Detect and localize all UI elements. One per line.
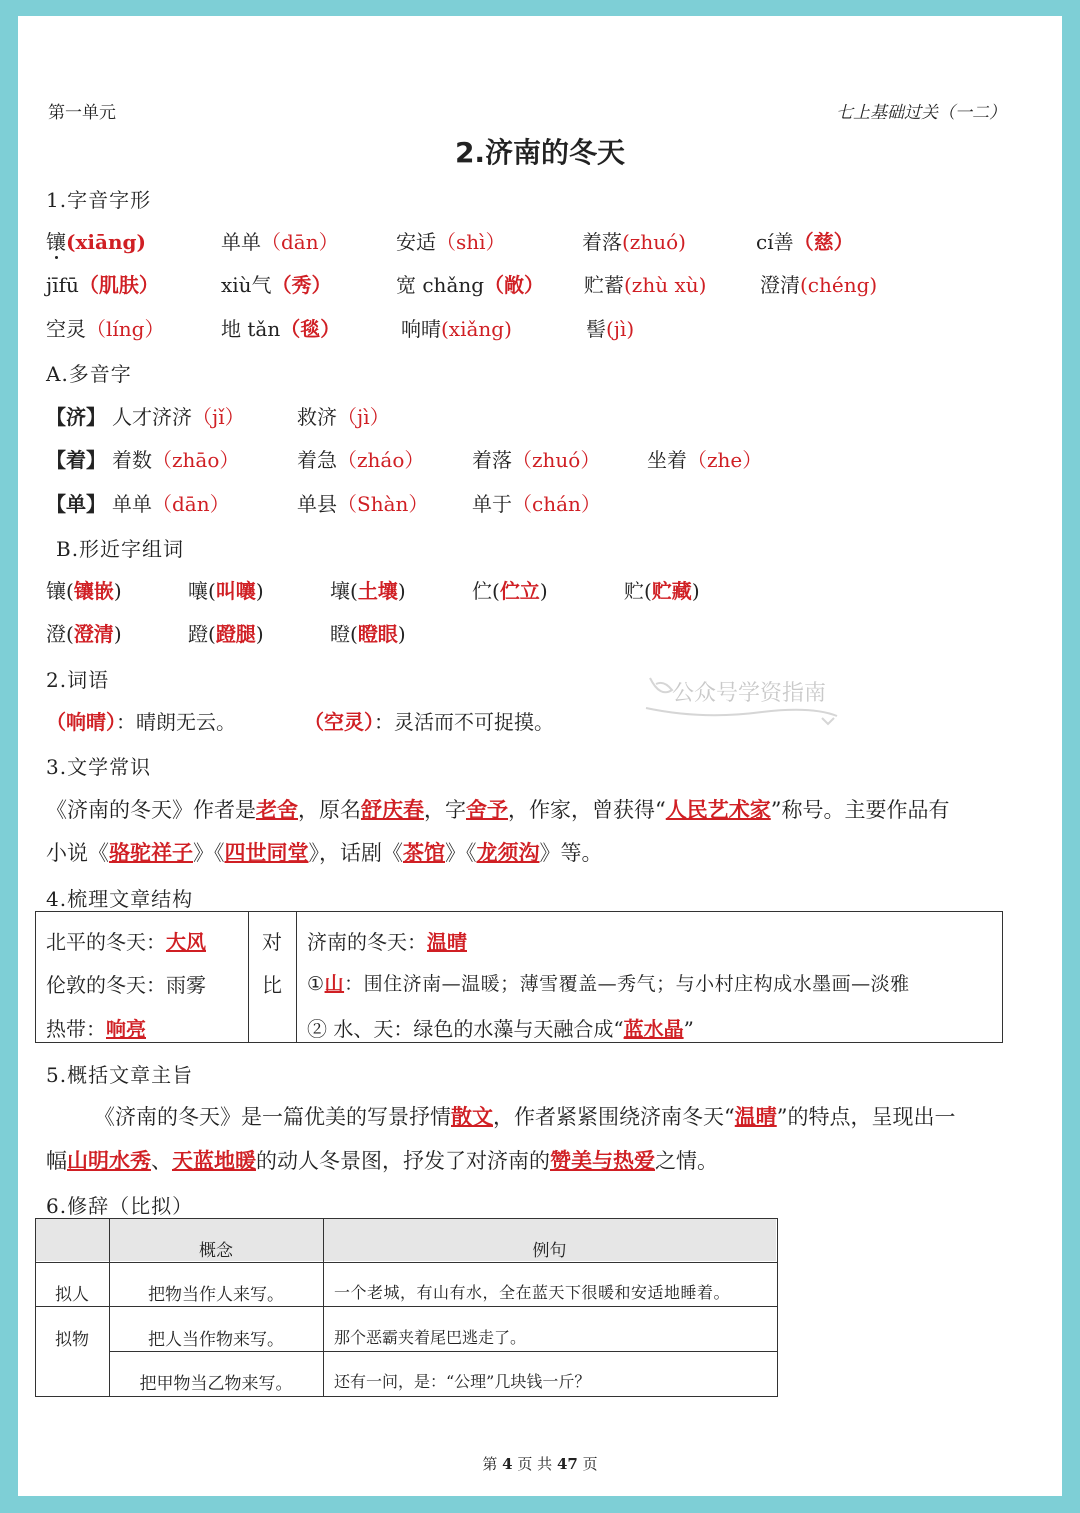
pinyin-item: 澄清(chéng): [760, 273, 878, 297]
column-header-example: 例句: [532, 1241, 567, 1261]
structure-left-item: 北平的冬天：大风: [46, 930, 206, 954]
structure-divider: [296, 911, 297, 1042]
pinyin-item: 单单（dān）: [221, 230, 339, 254]
polyphone-item: 单于（chán）: [472, 492, 601, 516]
page-total: 47: [556, 1455, 578, 1473]
pinyin-item: jīfū（肌肤）: [46, 273, 159, 297]
polyphone-item: 着急（zháo）: [297, 448, 425, 472]
rhetoric-concept: 把人当作物来写。: [148, 1330, 284, 1350]
structure-divider: [248, 911, 249, 1042]
rhetoric-type: 拟人: [55, 1285, 89, 1305]
pinyin-item: 响晴(xiǎng): [401, 317, 512, 341]
similar-item: 澄(澄清): [46, 622, 122, 646]
similar-item: 伫(伫立): [472, 579, 548, 603]
contrast-label: 对: [262, 930, 282, 954]
watermark: [646, 676, 827, 707]
word-definition: （响晴）：晴朗无云。: [46, 710, 236, 734]
polyphone-item: 单单（dān）: [112, 492, 230, 516]
polyphone-item: 坐着（zhe）: [647, 448, 763, 472]
page-title: 2.济南的冬天: [454, 136, 626, 169]
structure-left-item: 伦敦的冬天：雨雾: [46, 973, 206, 997]
structure-heading: 4.梳理文章结构: [46, 887, 194, 911]
similar-item: 瞪(瞪眼): [330, 622, 406, 646]
pinyin-item: 地 tǎn（毯）: [221, 317, 341, 341]
rhetoric-example: 一个老城，有山有水，全在蓝天下很暖和安适地睡着。: [334, 1283, 731, 1302]
table-rule: [109, 1351, 777, 1352]
polyphone-key: 【单】: [46, 492, 106, 516]
literature-line-2: 小说《骆驼祥子》《四世同堂》，话剧《茶馆》《龙须沟》等。: [46, 840, 603, 865]
theme-heading: 5.概括文章主旨: [46, 1063, 194, 1087]
structure-right-item: ①山：围住济南—温暖；薄雪覆盖—秀气；与小村庄构成水墨画—淡雅: [307, 973, 910, 995]
polyphone-heading: A.多音字: [46, 362, 132, 386]
page-footer: 第 4 页 共 47 页: [482, 1455, 598, 1473]
polyphone-key: 【着】: [46, 448, 106, 472]
rhetoric-concept: 把甲物当乙物来写。: [139, 1374, 293, 1394]
polyphone-item: 着落（zhuó）: [472, 448, 601, 472]
word-definition: （空灵）：灵活而不可捉摸。: [304, 710, 554, 734]
similar-item: 贮(贮藏): [624, 579, 700, 603]
section-1-heading: 1.字音字形: [46, 188, 152, 212]
similar-item: 嚷(叫嚷): [188, 579, 264, 603]
polyphone-item: 救济（jì）: [297, 405, 390, 429]
page: [18, 16, 1062, 1496]
structure-right-item: ② 水、天：绿色的水藻与天融合成“蓝水晶”: [307, 1017, 694, 1041]
pinyin-item: 镶(xiāng): [46, 230, 146, 254]
contrast-label: 比: [262, 973, 282, 997]
literature-heading: 3.文学常识: [46, 755, 152, 779]
column-header-concept: 概念: [199, 1241, 233, 1261]
pinyin-item: 髻(jì): [586, 317, 635, 341]
theme-line-1: 《济南的冬天》是一篇优美的写景抒情散文，作者紧紧围绕济南冬天“温晴”的特点，呈现出一: [94, 1104, 956, 1129]
similar-item: 壤(土壤): [330, 579, 406, 603]
polyphone-item: 人才济济（jǐ）: [112, 405, 245, 429]
pinyin-item: xiù气（秀）: [221, 273, 332, 297]
similar-chars-heading: B.形近字组词: [56, 537, 185, 561]
rhetoric-example: 还有一问，是：“公理”几块钱一斤？: [334, 1372, 591, 1391]
unit-label: 第一单元: [48, 103, 116, 123]
pinyin-item: cí善（慈）: [756, 230, 854, 254]
book-label: 七上基础过关（一二）: [836, 103, 1006, 123]
rhetoric-example: 那个恶霸夹着尾巴逃走了。: [334, 1328, 527, 1347]
pinyin-item: 空灵（líng）: [46, 317, 165, 341]
table-rule: [35, 1262, 777, 1263]
similar-item: 蹬(蹬腿): [188, 622, 264, 646]
page-number: 4: [502, 1455, 513, 1473]
table-rule: [35, 1306, 777, 1307]
rhetoric-concept: 把物当作人来写。: [148, 1285, 284, 1305]
pinyin-item: 贮蓄(zhù xù): [584, 273, 707, 297]
structure-left-item: 热带：响亮: [46, 1017, 146, 1041]
pinyin-item: 宽 chǎng（敞）: [396, 273, 545, 297]
similar-item: 镶(镶嵌): [46, 579, 122, 603]
watermark-text: 公众号学资指南: [672, 681, 827, 706]
words-heading: 2.词语: [46, 668, 110, 692]
structure-right-item: 济南的冬天：温晴: [307, 930, 467, 954]
pinyin-item: 安适（shì）: [396, 230, 506, 254]
polyphone-item: 单县（Shàn）: [297, 492, 429, 516]
polyphone-item: 着数（zhāo）: [112, 448, 240, 472]
literature-line-1: 《济南的冬天》作者是老舍，原名舒庆春，字舍予，作家，曾获得“人民艺术家”称号。主要作品有: [46, 797, 950, 822]
pinyin-item: 着落(zhuó): [582, 230, 686, 254]
rhetoric-heading: 6.修辞（比拟）: [46, 1194, 194, 1218]
rhetoric-type: 拟物: [55, 1330, 89, 1350]
polyphone-key: 【济】: [46, 405, 106, 429]
theme-line-2: 幅山明水秀、天蓝地暖的动人冬景图，抒发了对济南的赞美与热爱之情。: [46, 1148, 718, 1173]
